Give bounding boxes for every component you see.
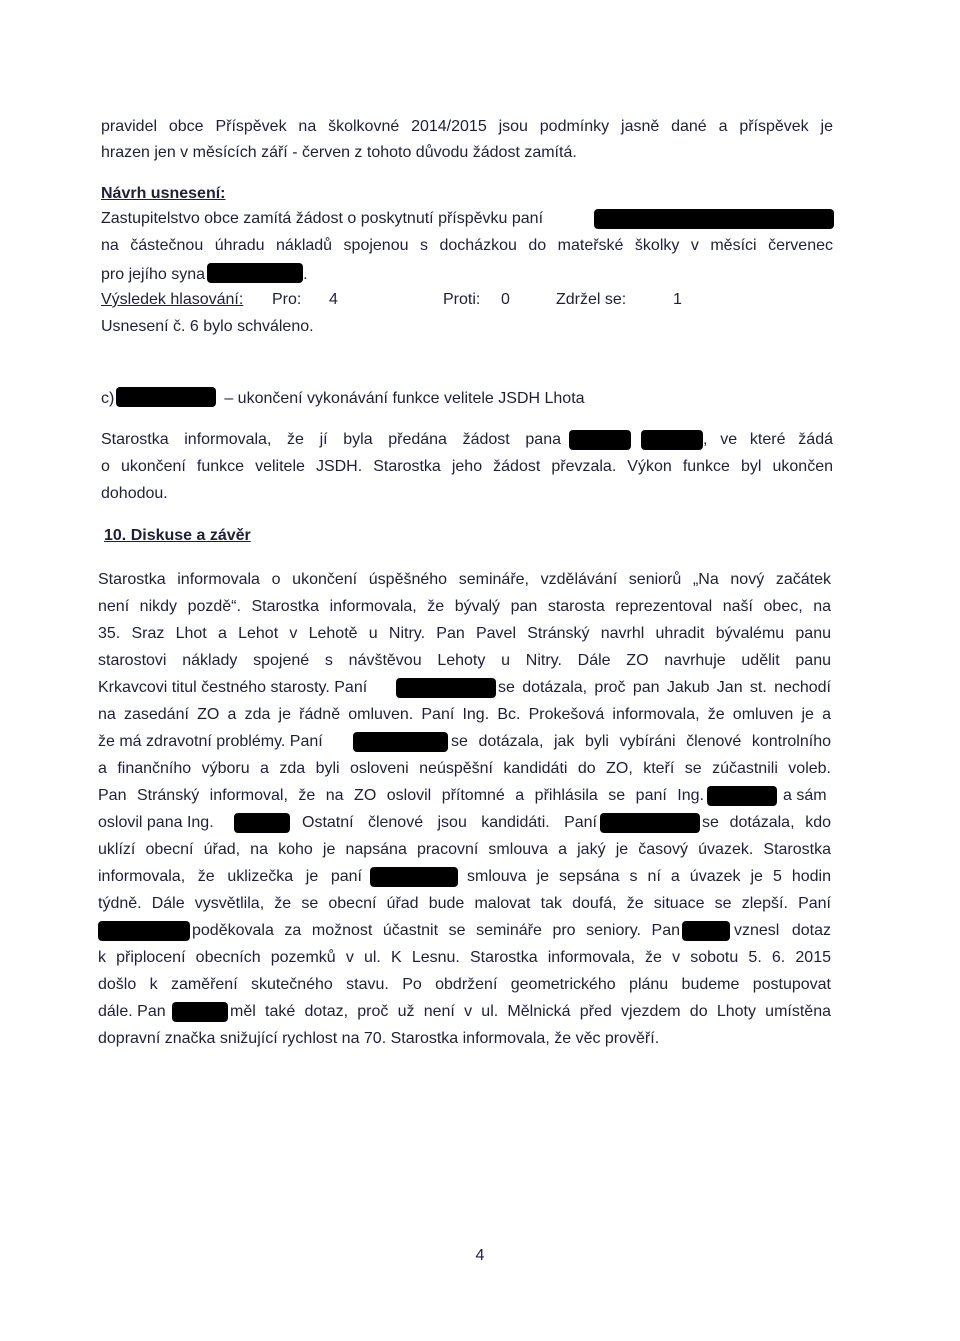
s10-line-1: Starostka informovala o ukončení úspěšného semináře, vzdělávání seniorů „Na nový začátek (98, 571, 831, 588)
s10-line-14-b: vznesl dotaz (734, 922, 831, 939)
s10-line-4: starostovi náklady spojené s návštěvou Lehoty u Nitry. Dále ZO navrhuje udělit panu (98, 652, 831, 669)
s10-line-7-pre: že má zdravotní problémy. Paní (98, 733, 323, 750)
s10-line-15: k připlocení obecních pozemků v ul. K Lesnu. Starostka informovala, že v sobotu 5. 6. 2015 (98, 949, 831, 966)
s10-line-10-b: Ostatní členové jsou kandidáti. Paní (302, 814, 597, 831)
s10-line-16: došlo k zaměření skutečného stavu. Po obdržení geometrického plánu budeme postupovat (98, 976, 831, 993)
redaction (641, 430, 703, 450)
redaction (116, 387, 216, 407)
resolution-line-3-post: . (303, 266, 308, 283)
item-c-prefix: c) (101, 390, 115, 407)
vote-zdrzel-label: Zdržel se: (556, 291, 627, 308)
item-c-line-1: Starostka informovala, že jí byla předána žádost pana (101, 431, 561, 448)
s10-line-17-post: měl také dotaz, proč už není v ul. Mělnická před vjezdem do Lhoty umístěna (230, 1003, 831, 1020)
item-c-line-3: dohodou. (101, 485, 168, 502)
resolution-heading: Návrh usnesení: (101, 185, 226, 202)
s10-line-5-pre: Krkavcovi titul čestného starosty. Paní (98, 679, 368, 696)
item-c-title (101, 387, 585, 409)
s10-line-3: 35. Sraz Lhot a Lehot v Lehotě u Nitry. Pan Pavel Stránský navrhl uhradit bývalému panu (98, 625, 831, 642)
s10-line-11: uklízí obecní úřad, na koho je napsána pracovní smlouva a jaký je časový úvazek. Starostka (98, 841, 831, 858)
redaction (396, 678, 496, 698)
redaction (172, 1002, 228, 1022)
vote-zdrzel-value: 1 (673, 291, 682, 308)
intro-line-1: pravidel obce Příspěvek na školkovné 2014/2015 jsou podmínky jasně dané a příspěvek je (101, 118, 833, 135)
item-c-line-1-post: , ve které žádá (703, 431, 833, 448)
s10-line-17-pre: dále. Pan (98, 1003, 166, 1020)
resolution-line-3-pre: pro jejího syna (101, 266, 206, 283)
s10-line-14-a: poděkovala za možnost účastnit se semináře pro seniory. Pan (192, 922, 680, 939)
redaction (353, 732, 448, 752)
s10-line-2: není nikdy pozdě“. Starostka informovala, že bývalý pan starosta reprezentoval naší obec, na (98, 598, 831, 615)
resolution-line-1 (101, 209, 543, 229)
s10-line-9-post: a sám (783, 787, 827, 804)
redaction (707, 786, 777, 806)
s10-line-13: týdně. Dále vysvětlila, že se obecní úřad bude malovat tak doufá, že situace se zlepší. Paní (98, 895, 831, 912)
resolution-line-1-text: Zastupitelstvo obce zamítá žádost o poskytnutí příspěvku paní (101, 210, 544, 227)
redaction (234, 813, 290, 833)
s10-line-12-pre: informovala, že uklizečka je paní (98, 868, 362, 885)
page-number: 4 (475, 1247, 485, 1264)
resolution-approved: Usnesení č. 6 bylo schváleno. (101, 318, 314, 335)
redaction (600, 813, 700, 833)
vote-proti-label: Proti: (443, 291, 481, 308)
redaction (98, 921, 190, 941)
s10-line-9-pre: Pan Stránský informoval, že na ZO oslovil přítomné a přihlásila se paní Ing. (98, 787, 704, 804)
redaction (594, 209, 834, 229)
s10-line-8: a finančního výboru a zda byli osloveni neúspěšní kandidáti do ZO, kteří se zúčastnili voleb. (98, 760, 831, 777)
s10-line-10-c: se dotázala, kdo (702, 814, 831, 831)
redaction (370, 867, 458, 887)
s10-line-7-post: se dotázala, jak byli vybíráni členové kontrolního (451, 733, 831, 750)
vote-label: Výsledek hlasování: (101, 291, 244, 308)
redaction (682, 921, 730, 941)
section-10-heading: 10. Diskuse a závěr (104, 527, 251, 544)
s10-line-12-post: smlouva je sepsána s ní a úvazek je 5 hodin (467, 868, 831, 885)
vote-pro-label: Pro: (272, 291, 302, 308)
s10-line-5-post: se dotázala, proč pan Jakub Jan st. nechodí (498, 679, 831, 696)
s10-line-6: na zasedání ZO a zda je řádně omluven. Paní Ing. Bc. Prokešová informovala, že omluven je a (98, 706, 831, 723)
redaction (207, 263, 303, 283)
item-c-title-text: – ukončení vykonávání funkce velitele JSDH Lhota (224, 390, 585, 407)
s10-line-10-a: oslovil pana Ing. (98, 814, 214, 831)
resolution-line-2: na částečnou úhradu nákladů spojenou s docházkou do mateřské školky v měsíci červenec (101, 237, 833, 254)
vote-pro-value: 4 (329, 291, 338, 308)
intro-line-2: hrazen jen v měsících září - červen z tohoto důvodu žádost zamítá. (101, 144, 577, 161)
redaction (569, 430, 631, 450)
vote-proti-value: 0 (501, 291, 510, 308)
resolution-line-3 (101, 263, 308, 285)
item-c-line-2: o ukončení funkce velitele JSDH. Starostka jeho žádost převzala. Výkon funkce byl ukončen (101, 458, 833, 475)
s10-line-18: dopravní značka snižující rychlost na 70. Starostka informovala, že věc prověří. (98, 1030, 660, 1047)
